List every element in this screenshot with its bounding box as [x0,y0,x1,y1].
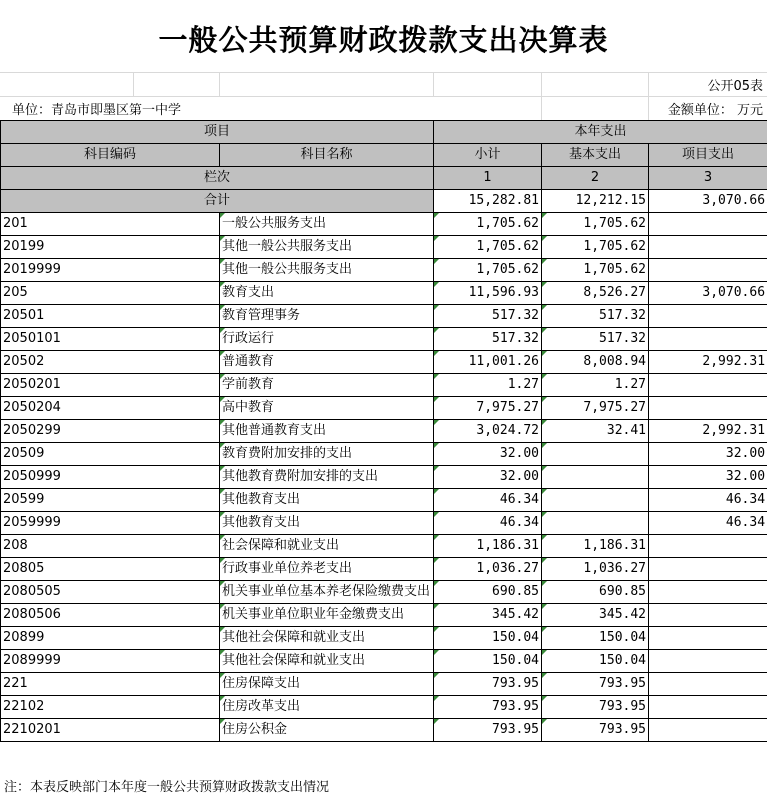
row-subtotal: 46.34 [434,512,542,535]
row-code: 2050999 [1,466,220,489]
row-subtotal: 1,036.27 [434,558,542,581]
table-body [1,213,767,742]
row-name: 社会保障和就业支出 [220,535,434,558]
header-col-1: 1 [434,167,542,190]
table-row [1,581,767,604]
row-subtotal: 793.95 [434,673,542,696]
header-col-3: 3 [649,167,767,190]
row-subtotal: 11,001.26 [434,351,542,374]
table-row [1,328,767,351]
row-name: 住房公积金 [220,719,434,742]
row-basic: 517.32 [542,328,649,351]
grid-cell [133,73,220,96]
grid-cell [541,73,649,96]
row-name: 行政事业单位养老支出 [220,558,434,581]
row-subtotal: 345.42 [434,604,542,627]
row-name: 其他社会保障和就业支出 [220,627,434,650]
row-code: 20899 [1,627,220,650]
table-row [1,259,767,282]
row-code: 20805 [1,558,220,581]
table-row [1,673,767,696]
row-basic: 1,036.27 [542,558,649,581]
row-basic: 1,186.31 [542,535,649,558]
row-code: 2050201 [1,374,220,397]
table-row [1,351,767,374]
row-code: 2080506 [1,604,220,627]
row-name: 其他教育支出 [220,512,434,535]
header-name: 科目名称 [220,144,434,167]
row-project [649,328,767,351]
row-code: 201 [1,213,220,236]
row-subtotal: 517.32 [434,328,542,351]
row-basic: 8,526.27 [542,282,649,305]
row-project [649,374,767,397]
row-code: 221 [1,673,220,696]
row-project [649,259,767,282]
form-number-row [0,72,767,96]
table-row [1,466,767,489]
row-project: 2,992.31 [649,420,767,443]
header-row-2 [1,144,767,167]
row-code: 2050204 [1,397,220,420]
row-basic [542,512,649,535]
row-project: 46.34 [649,489,767,512]
row-name: 高中教育 [220,397,434,420]
table-row [1,604,767,627]
row-project [649,719,767,742]
row-basic: 1,705.62 [542,236,649,259]
table-row [1,512,767,535]
table-row [1,420,767,443]
row-subtotal: 11,596.93 [434,282,542,305]
table-row [1,374,767,397]
row-basic: 150.04 [542,627,649,650]
row-basic: 1,705.62 [542,213,649,236]
header-column-order: 栏次 [1,167,434,190]
row-project [649,305,767,328]
row-code: 22102 [1,696,220,719]
row-code: 2050101 [1,328,220,351]
row-basic: 345.42 [542,604,649,627]
row-name: 一般公共服务支出 [220,213,434,236]
row-subtotal: 150.04 [434,627,542,650]
row-subtotal: 46.34 [434,489,542,512]
row-project [649,558,767,581]
grid-cell [433,97,542,120]
row-subtotal: 793.95 [434,719,542,742]
unit-row [0,96,767,120]
total-project: 3,070.66 [649,190,767,213]
grid-cell [433,73,542,96]
row-name: 其他社会保障和就业支出 [220,650,434,673]
row-code: 2210201 [1,719,220,742]
row-basic [542,443,649,466]
table-row [1,719,767,742]
row-code: 2059999 [1,512,220,535]
row-name: 教育管理事务 [220,305,434,328]
row-project [649,696,767,719]
row-name: 其他一般公共服务支出 [220,236,434,259]
table-row [1,236,767,259]
row-name: 其他教育费附加安排的支出 [220,466,434,489]
table-row [1,443,767,466]
row-subtotal: 1,705.62 [434,213,542,236]
row-subtotal: 1.27 [434,374,542,397]
row-basic: 8,008.94 [542,351,649,374]
total-subtotal: 15,282.81 [434,190,542,213]
row-code: 20509 [1,443,220,466]
row-code: 2089999 [1,650,220,673]
report-title: 一般公共预算财政拨款支出决算表 [158,22,609,57]
header-row-3 [1,167,767,190]
row-subtotal: 32.00 [434,443,542,466]
header-current-year: 本年支出 [434,121,767,144]
table-row [1,696,767,719]
header-row-1 [1,121,767,144]
header-item: 项目 [1,121,434,144]
row-name: 机关事业单位基本养老保险缴费支出 [220,581,434,604]
row-subtotal: 150.04 [434,650,542,673]
header-project: 项目支出 [649,144,767,167]
row-project [649,650,767,673]
row-basic: 1.27 [542,374,649,397]
total-label: 合计 [1,190,434,213]
row-project [649,535,767,558]
grid-cell [219,73,434,96]
row-basic [542,466,649,489]
row-subtotal: 7,975.27 [434,397,542,420]
row-project: 32.00 [649,466,767,489]
row-name: 行政运行 [220,328,434,351]
row-subtotal: 1,705.62 [434,236,542,259]
unit-label: 单位：青岛市即墨区第一中学 [12,103,182,118]
row-code: 2050299 [1,420,220,443]
table-row [1,489,767,512]
row-name: 其他一般公共服务支出 [220,259,434,282]
row-name: 教育费附加安排的支出 [220,443,434,466]
table-row [1,627,767,650]
form-number: 公开05表 [707,79,763,94]
row-project [649,581,767,604]
row-project: 32.00 [649,443,767,466]
total-row [1,190,767,213]
row-basic: 32.41 [542,420,649,443]
table-row [1,213,767,236]
row-project: 3,070.66 [649,282,767,305]
amount-unit-label: 金额单位： 万元 [667,103,763,118]
row-subtotal: 1,705.62 [434,259,542,282]
row-project [649,673,767,696]
header-basic: 基本支出 [542,144,649,167]
expenditure-table [0,120,767,742]
row-basic: 517.32 [542,305,649,328]
grid-cell [541,97,649,120]
table-row [1,305,767,328]
row-subtotal: 1,186.31 [434,535,542,558]
table-row [1,282,767,305]
row-subtotal: 32.00 [434,466,542,489]
row-basic: 7,975.27 [542,397,649,420]
row-basic: 793.95 [542,673,649,696]
header-col-2: 2 [542,167,649,190]
row-code: 20199 [1,236,220,259]
row-basic: 690.85 [542,581,649,604]
row-project [649,213,767,236]
row-name: 住房改革支出 [220,696,434,719]
table-row [1,397,767,420]
table-row [1,650,767,673]
row-basic: 1,705.62 [542,259,649,282]
row-basic: 793.95 [542,719,649,742]
grid-cell [0,73,134,96]
row-code: 20502 [1,351,220,374]
row-basic: 150.04 [542,650,649,673]
row-code: 208 [1,535,220,558]
row-code: 20501 [1,305,220,328]
row-name: 机关事业单位职业年金缴费支出 [220,604,434,627]
table-row [1,535,767,558]
row-project [649,627,767,650]
row-basic: 793.95 [542,696,649,719]
total-basic: 12,212.15 [542,190,649,213]
row-subtotal: 3,024.72 [434,420,542,443]
row-project [649,236,767,259]
row-name: 普通教育 [220,351,434,374]
table-row [1,558,767,581]
row-name: 学前教育 [220,374,434,397]
row-code: 20599 [1,489,220,512]
row-name: 其他普通教育支出 [220,420,434,443]
row-name: 其他教育支出 [220,489,434,512]
row-subtotal: 793.95 [434,696,542,719]
row-name: 住房保障支出 [220,673,434,696]
header-subtotal: 小计 [434,144,542,167]
row-basic [542,489,649,512]
row-project: 46.34 [649,512,767,535]
row-project [649,397,767,420]
row-project: 2,992.31 [649,351,767,374]
header-code: 科目编码 [1,144,220,167]
row-subtotal: 517.32 [434,305,542,328]
row-project [649,604,767,627]
row-code: 2080505 [1,581,220,604]
row-name: 教育支出 [220,282,434,305]
row-code: 2019999 [1,259,220,282]
row-code: 205 [1,282,220,305]
footnote: 注：本表反映部门本年度一般公共预算财政拨款支出情况 [4,780,330,795]
row-subtotal: 690.85 [434,581,542,604]
